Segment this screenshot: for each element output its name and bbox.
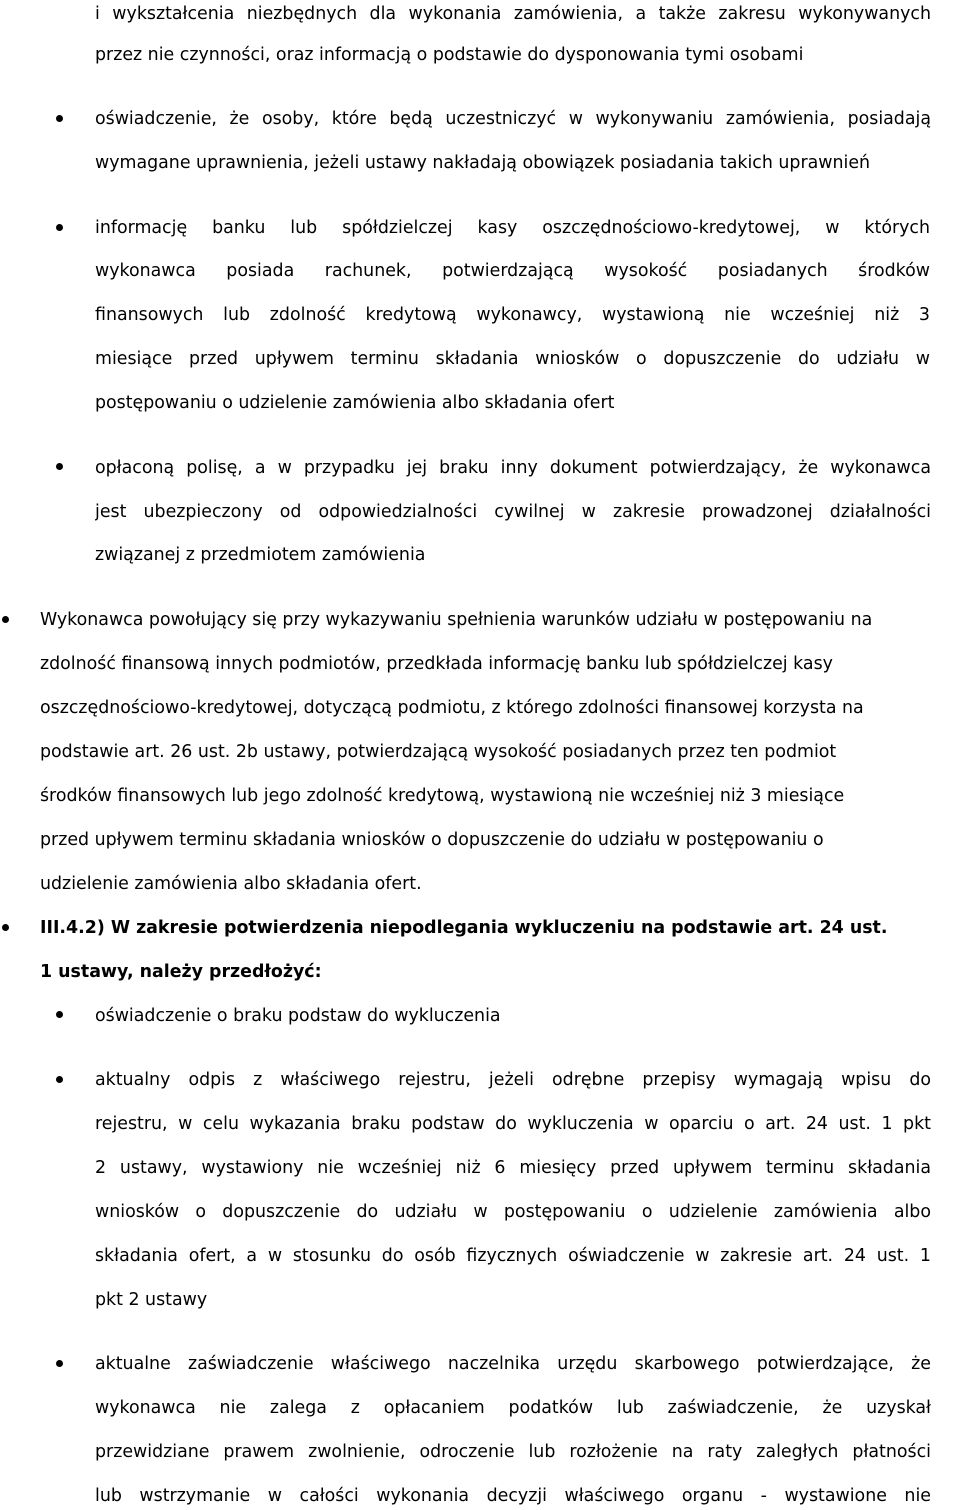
text-line: składania ofert, a w stosunku do osób fizycznych oświadczenie w zakresie art. 24 ust. 1: [95, 1246, 931, 1266]
heading-line: 1 ustawy, należy przedłożyć:: [40, 962, 322, 982]
text-line: oświadczenie, że osoby, które będą uczestniczyć w wykonywaniu zamówienia, posiadają: [95, 109, 931, 129]
text-line: związanej z przedmiotem zamówienia: [95, 545, 426, 565]
text-line: przez nie czynności, oraz informacją o podstawie do dysponowania tymi osobami: [95, 45, 804, 65]
text-line: wymagane uprawnienia, jeżeli ustawy nakładają obowiązek posiadania takich uprawnień: [95, 153, 871, 173]
text-line: i wykształcenia niezbędnych dla wykonania zamówienia, a także zakresu wykonywanych: [95, 4, 931, 24]
text-line: środków finansowych lub jego zdolność kredytową, wystawioną nie wcześniej niż 3 miesiące: [40, 786, 845, 806]
text-line: opłaconą polisę, a w przypadku jej braku inny dokument potwierdzający, że wykonawca: [95, 458, 931, 478]
text-line: aktualny odpis z właściwego rejestru, jeżeli odrębne przepisy wymagają wpisu do: [95, 1070, 931, 1090]
bullet-icon: [56, 1076, 63, 1083]
text-line: oświadczenie o braku podstaw do wykluczenia: [95, 1006, 501, 1026]
text-line: 2 ustawy, wystawiony nie wcześniej niż 6 miesięcy przed upływem terminu składania: [95, 1158, 931, 1178]
text-line: oszczędnościowo-kredytowej, dotyczącą podmiotu, z którego zdolności finansowej korzysta na: [40, 698, 864, 718]
bullet-icon: [2, 616, 9, 623]
text-line: wykonawca nie zalega z opłacaniem podatków lub zaświadczenie, że uzyskał: [95, 1398, 931, 1418]
text-line: jest ubezpieczony od odpowiedzialności cywilnej w zakresie prowadzonej działalności: [95, 502, 931, 522]
text-line: wykonawca posiada rachunek, potwierdzającą wysokość posiadanych środków: [95, 261, 930, 281]
text-line: przewidziane prawem zwolnienie, odroczenie lub rozłożenie na raty zaległych płatności: [95, 1442, 931, 1462]
text-line: finansowych lub zdolność kredytową wykonawcy, wystawioną nie wcześniej niż 3: [95, 305, 930, 325]
text-line: aktualne zaświadczenie właściwego naczelnika urzędu skarbowego potwierdzające, że: [95, 1354, 931, 1374]
text-line: informację banku lub spółdzielczej kasy oszczędnościowo-kredytowej, w których: [95, 218, 930, 238]
text-line: pkt 2 ustawy: [95, 1290, 208, 1310]
text-line: miesiące przed upływem terminu składania wniosków o dopuszczenie do udziału w: [95, 349, 930, 369]
bullet-icon: [2, 924, 9, 931]
text-line: Wykonawca powołujący się przy wykazywaniu spełnienia warunków udziału w postępowaniu na: [40, 610, 873, 630]
text-line: postępowaniu o udzielenie zamówienia albo składania ofert: [95, 393, 615, 413]
text-line: zdolność finansową innych podmiotów, przedkłada informację banku lub spółdzielczej kasy: [40, 654, 833, 674]
text-line: przed upływem terminu składania wniosków o dopuszczenie do udziału w postępowaniu o: [40, 830, 824, 850]
text-line: lub wstrzymanie w całości wykonania decyzji właściwego organu - wystawione nie: [95, 1486, 931, 1506]
bullet-icon: [56, 115, 63, 122]
bullet-icon: [56, 1360, 63, 1367]
bullet-icon: [56, 463, 63, 470]
heading-line: III.4.2) W zakresie potwierdzenia niepodlegania wykluczeniu na podstawie art. 24 ust.: [40, 918, 888, 938]
text-line: podstawie art. 26 ust. 2b ustawy, potwierdzającą wysokość posiadanych przez ten podmiot: [40, 742, 837, 762]
text-line: udzielenie zamówienia albo składania ofert.: [40, 874, 422, 894]
bullet-icon: [56, 224, 63, 231]
text-line: wniosków o dopuszczenie do udziału w postępowaniu o udzielenie zamówienia albo: [95, 1202, 931, 1222]
bullet-icon: [56, 1011, 63, 1018]
text-line: rejestru, w celu wykazania braku podstaw do wykluczenia w oparciu o art. 24 ust. 1 pkt: [95, 1114, 931, 1134]
